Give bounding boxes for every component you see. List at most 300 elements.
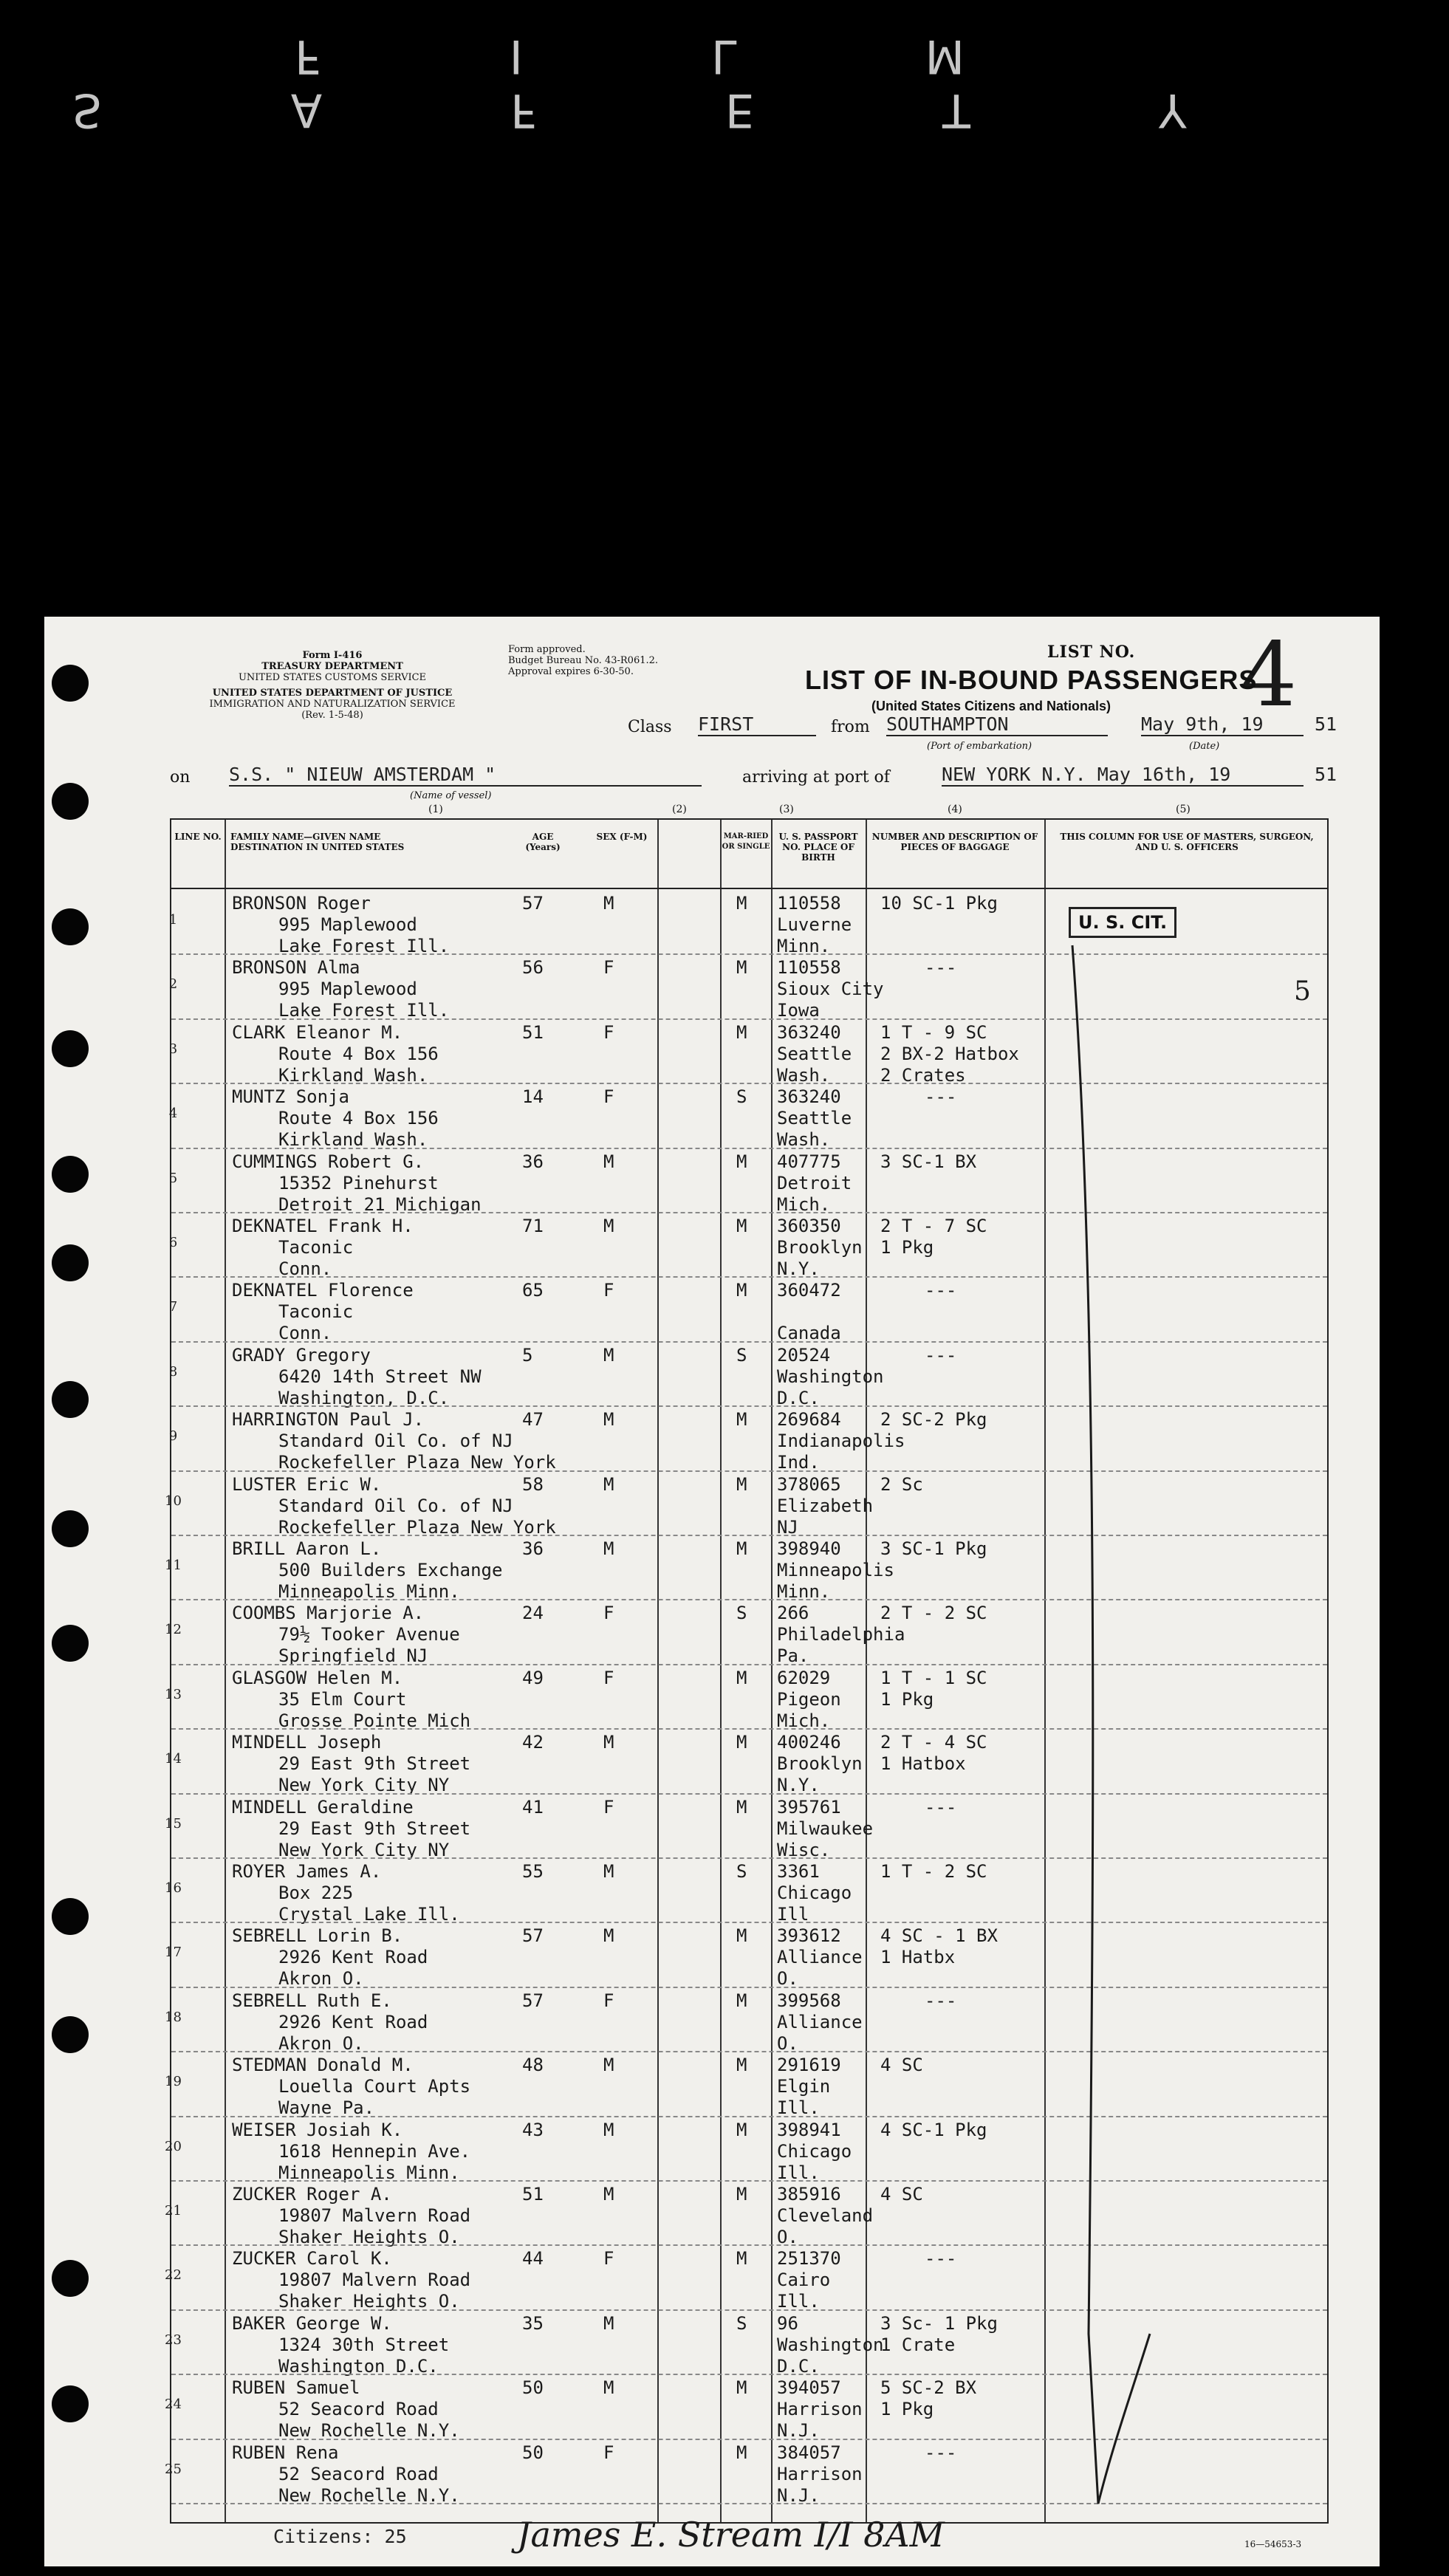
passenger-age: 36 bbox=[522, 1151, 544, 1172]
passport-number: 266 bbox=[777, 1603, 809, 1624]
line-number: 22 bbox=[165, 2267, 182, 2284]
passenger-address-line-1: 995 Maplewood bbox=[278, 979, 417, 1000]
col-head-line: LINE NO. bbox=[174, 832, 222, 842]
line-number: 11 bbox=[165, 1558, 182, 1573]
vessel-caption: (Name of vessel) bbox=[410, 790, 492, 801]
passenger-marital-status: M bbox=[736, 2248, 747, 2270]
passenger-sex: F bbox=[603, 1086, 614, 1108]
passenger-address-line-1: 2926 Kent Road bbox=[278, 2011, 428, 2032]
passenger-address-line-1: 19807 Malvern Road bbox=[278, 2270, 471, 2291]
birthplace-line-1: Washington bbox=[777, 1366, 884, 1387]
vessel-name: S.S. " NIEUW AMSTERDAM " bbox=[229, 764, 702, 787]
passenger-age: 49 bbox=[522, 1667, 544, 1688]
passenger-sex: F bbox=[603, 1796, 614, 1818]
passenger-marital-status: S bbox=[736, 2312, 747, 2334]
passenger-address-line-1: 35 Elm Court bbox=[278, 1688, 407, 1710]
birthplace-line-2: NJ bbox=[777, 1516, 798, 1538]
passenger-address-line-2: New Rochelle N.Y. bbox=[278, 2484, 460, 2506]
birthplace-line-2: N.Y. bbox=[777, 1775, 820, 1796]
passenger-age: 58 bbox=[522, 1473, 544, 1495]
passenger-address-line-1: 6420 14th Street NW bbox=[278, 1366, 482, 1387]
passenger-name: COOMBS Marjorie A. bbox=[232, 1603, 425, 1624]
passenger-address-line-1: Taconic bbox=[278, 1301, 354, 1323]
passenger-address-line-1: 52 Seacord Road bbox=[278, 2463, 439, 2484]
birthplace-line-2: N.Y. bbox=[777, 1258, 820, 1279]
line-number: 5 bbox=[168, 1170, 178, 1186]
birthplace-line-2: D.C. bbox=[777, 2355, 820, 2377]
passenger-age: 43 bbox=[522, 2119, 544, 2140]
passenger-name: MUNTZ Sonja bbox=[232, 1086, 349, 1108]
baggage-line-2: 1 Crate bbox=[880, 2334, 956, 2355]
list-no-value: 4 bbox=[1241, 624, 1298, 727]
passenger-address-line-2: Kirkland Wash. bbox=[278, 1064, 428, 1086]
passenger-name: RUBEN Samuel bbox=[232, 2377, 360, 2399]
passenger-address-line-1: 1618 Hennepin Ave. bbox=[278, 2140, 471, 2162]
passenger-address-line-2: Minneapolis Minn. bbox=[278, 2162, 460, 2183]
passport-number: 291619 bbox=[777, 2055, 841, 2076]
passport-number: 110558 bbox=[777, 893, 841, 914]
line-number: 25 bbox=[165, 2461, 182, 2477]
passenger-age: 57 bbox=[522, 893, 544, 914]
passenger-address-line-1: 15352 Pinehurst bbox=[278, 1172, 439, 1193]
birthplace-line-1: Indianapolis bbox=[777, 1431, 905, 1452]
baggage-line-1: 3 Sc- 1 Pkg bbox=[880, 2312, 998, 2334]
passenger-address-line-2: New York City NY bbox=[278, 1775, 450, 1796]
birthplace-line-2: O. bbox=[777, 1968, 798, 1990]
birthplace-line-1: Seattle bbox=[777, 1108, 852, 1129]
line-number: 21 bbox=[165, 2203, 182, 2219]
from-value: SOUTHAMPTON bbox=[886, 713, 1108, 736]
passenger-marital-status: M bbox=[736, 2184, 747, 2205]
passport-number: 394057 bbox=[777, 2377, 841, 2399]
baggage-line-1: 2 T - 7 SC bbox=[880, 1216, 987, 1236]
passenger-age: 48 bbox=[522, 2055, 544, 2076]
passenger-marital-status: M bbox=[736, 1409, 747, 1431]
col-head-sex: SEX (F-M) bbox=[596, 832, 648, 842]
passenger-sex: F bbox=[603, 1603, 614, 1624]
birthplace-line-1: Milwaukee bbox=[777, 1818, 874, 1839]
passenger-marital-status: M bbox=[736, 1151, 747, 1172]
baggage-line-1: 10 SC-1 Pkg bbox=[880, 893, 998, 914]
passenger-name: MINDELL Geraldine bbox=[232, 1796, 414, 1818]
passenger-address-line-2: Kirkland Wash. bbox=[278, 1129, 428, 1151]
passport-number: 20524 bbox=[777, 1344, 831, 1366]
passenger-sex: M bbox=[603, 1151, 614, 1172]
class-value: FIRST bbox=[698, 713, 816, 736]
class-label: Class bbox=[628, 718, 672, 736]
baggage-line-1: --- bbox=[925, 1344, 957, 1366]
passenger-name: BRONSON Roger bbox=[232, 893, 371, 914]
passenger-marital-status: M bbox=[736, 2442, 747, 2463]
passenger-name: DEKNATEL Florence bbox=[232, 1280, 414, 1301]
line-number: 2 bbox=[168, 976, 178, 993]
passenger-marital-status: M bbox=[736, 1473, 747, 1495]
line-number: 3 bbox=[168, 1041, 178, 1057]
passenger-address-line-2: Akron O. bbox=[278, 2032, 364, 2054]
col-number: (3) bbox=[779, 804, 794, 815]
passenger-name: CUMMINGS Robert G. bbox=[232, 1151, 425, 1172]
passenger-age: 57 bbox=[522, 1925, 544, 1947]
passport-number: 363240 bbox=[777, 1086, 841, 1108]
passenger-address-line-2: Wayne Pa. bbox=[278, 2097, 375, 2119]
binder-hole bbox=[52, 2016, 89, 2053]
birthplace-line-2: Ill. bbox=[777, 2097, 820, 2119]
col-number: (4) bbox=[948, 804, 962, 815]
col-number: (5) bbox=[1176, 804, 1191, 815]
birthplace-line-1: Pigeon bbox=[777, 1688, 841, 1710]
birthplace-line-1: Chicago bbox=[777, 2140, 852, 2162]
line-number: 20 bbox=[165, 2138, 182, 2154]
birthplace-line-1: Brooklyn bbox=[777, 1753, 863, 1775]
passenger-sex: F bbox=[603, 1667, 614, 1688]
passenger-marital-status: S bbox=[736, 1086, 747, 1108]
print-code: 16—54653-3 bbox=[1244, 2539, 1302, 2549]
port-caption: (Port of embarkation) bbox=[927, 741, 1032, 752]
passenger-sex: F bbox=[603, 1021, 614, 1043]
passenger-name: BRILL Aaron L. bbox=[232, 1538, 382, 1559]
passenger-address-line-1: 995 Maplewood bbox=[278, 914, 417, 935]
binder-hole bbox=[52, 2385, 89, 2422]
birthplace-line-1: Luverne bbox=[777, 914, 852, 935]
birthplace-line-2: Wash. bbox=[777, 1064, 831, 1086]
birthplace-line-2: Ill bbox=[777, 1904, 809, 1925]
binder-hole bbox=[52, 1381, 89, 1418]
passenger-sex: F bbox=[603, 2248, 614, 2270]
form-agency-block bbox=[166, 650, 499, 721]
header-rule bbox=[171, 888, 1327, 889]
officer-note: 5 bbox=[1294, 976, 1311, 1007]
line-number: 4 bbox=[168, 1106, 178, 1122]
baggage-line-1: 1 T - 2 SC bbox=[880, 1861, 987, 1882]
passport-number: 360350 bbox=[777, 1216, 841, 1236]
rev-label: (Rev. 1-5-48) bbox=[301, 710, 363, 721]
baggage-line-3: 2 Crates bbox=[880, 1064, 966, 1086]
passenger-name: GLASGOW Helen M. bbox=[232, 1667, 403, 1688]
line-number: 18 bbox=[165, 2009, 182, 2025]
passenger-age: 57 bbox=[522, 1990, 544, 2011]
birthplace-line-2: Minn. bbox=[777, 936, 831, 956]
line-number: 19 bbox=[165, 2074, 182, 2090]
passenger-marital-status: S bbox=[736, 1861, 747, 1882]
passenger-age: 56 bbox=[522, 957, 544, 979]
treasury-label: TREASURY DEPARTMENT bbox=[261, 661, 403, 672]
passenger-marital-status: M bbox=[736, 1021, 747, 1043]
passport-number: 110558 bbox=[777, 957, 841, 979]
passenger-name: WEISER Josiah K. bbox=[232, 2119, 403, 2140]
passenger-sex: M bbox=[603, 1925, 614, 1947]
passenger-sex: M bbox=[603, 1344, 614, 1366]
arriving-label: arriving at port of bbox=[742, 768, 890, 787]
line-number: 23 bbox=[165, 2332, 182, 2348]
passenger-sex: F bbox=[603, 1990, 614, 2011]
passport-number: 399568 bbox=[777, 1990, 841, 2011]
col-number: (2) bbox=[672, 804, 687, 815]
passenger-name: DEKNATEL Frank H. bbox=[232, 1216, 414, 1236]
birthplace-line-1: Harrison bbox=[777, 2463, 863, 2484]
line-number: 7 bbox=[168, 1299, 178, 1315]
baggage-line-2: 1 Pkg bbox=[880, 2399, 934, 2420]
passenger-age: 14 bbox=[522, 1086, 544, 1108]
passenger-marital-status: S bbox=[736, 1603, 747, 1624]
passenger-marital-status: M bbox=[736, 2377, 747, 2399]
col-head-officers: THIS COLUMN FOR USE OF MASTERS, SURGEON, AND U. S. OFFICERS bbox=[1060, 832, 1314, 852]
baggage-line-1: --- bbox=[925, 1796, 957, 1818]
baggage-line-1: 5 SC-2 BX bbox=[880, 2377, 977, 2399]
binder-hole bbox=[52, 1156, 89, 1193]
passenger-marital-status: S bbox=[736, 1344, 747, 1366]
passenger-sex: F bbox=[603, 957, 614, 979]
birthplace-line-1: Minneapolis bbox=[777, 1560, 894, 1580]
baggage-line-1: 4 SC bbox=[880, 2184, 923, 2205]
passenger-name: MINDELL Joseph bbox=[232, 1732, 382, 1753]
passenger-address-line-2: Minneapolis Minn. bbox=[278, 1581, 460, 1602]
baggage-line-1: --- bbox=[925, 2442, 957, 2463]
birthplace-line-2: Wisc. bbox=[777, 1839, 831, 1860]
birthplace-line-2: Ill. bbox=[777, 2162, 820, 2183]
baggage-line-2: 1 Pkg bbox=[880, 1688, 934, 1710]
binder-hole bbox=[52, 1244, 89, 1281]
baggage-line-1: 2 T - 2 SC bbox=[880, 1603, 987, 1624]
birthplace-line-2: Wash. bbox=[777, 1129, 831, 1151]
birthplace-line-1: Washington bbox=[777, 2334, 884, 2355]
baggage-line-2: 1 Pkg bbox=[880, 1237, 934, 1258]
passenger-sex: M bbox=[603, 2184, 614, 2205]
passport-number: 251370 bbox=[777, 2248, 841, 2270]
passenger-age: 50 bbox=[522, 2442, 544, 2463]
passenger-name: BAKER George W. bbox=[232, 2312, 392, 2334]
binder-hole bbox=[52, 665, 89, 702]
passport-number: 360472 bbox=[777, 1280, 841, 1301]
passenger-age: 51 bbox=[522, 2184, 544, 2205]
passenger-age: 65 bbox=[522, 1280, 544, 1301]
baggage-line-1: --- bbox=[925, 1990, 957, 2011]
passenger-address-line-1: Standard Oil Co. of NJ bbox=[278, 1431, 513, 1452]
passenger-address-line-1: Taconic bbox=[278, 1237, 354, 1258]
passenger-address-line-2: Grosse Pointe Mich bbox=[278, 1710, 471, 1731]
passenger-age: 50 bbox=[522, 2377, 544, 2399]
arrival-port: NEW YORK N.Y. May 16th, 19 bbox=[942, 764, 1304, 787]
from-label: from bbox=[831, 718, 870, 736]
baggage-line-2: 1 Hatbx bbox=[880, 1947, 956, 1968]
passport-number: 269684 bbox=[777, 1409, 841, 1431]
passenger-sex: M bbox=[603, 2377, 614, 2399]
passenger-age: 51 bbox=[522, 1021, 544, 1043]
passenger-address-line-1: 29 East 9th Street bbox=[278, 1753, 471, 1775]
birthplace-line-2: Iowa bbox=[777, 1000, 820, 1021]
budget-label: Budget Bureau No. 43-R061.2. bbox=[508, 655, 659, 666]
passenger-name: LUSTER Eric W. bbox=[232, 1473, 382, 1495]
passenger-age: 44 bbox=[522, 2248, 544, 2270]
passenger-address-line-1: Louella Court Apts bbox=[278, 2076, 471, 2097]
passenger-address-line-1: 79½ Tooker Avenue bbox=[278, 1624, 460, 1645]
passenger-name: RUBEN Rena bbox=[232, 2442, 339, 2463]
passenger-address-line-2: Conn. bbox=[278, 1323, 332, 1344]
on-label: on bbox=[170, 768, 191, 787]
passenger-address-line-2: Akron O. bbox=[278, 1968, 364, 1990]
form-number: Form I-416 bbox=[302, 650, 363, 661]
passenger-address-line-2: Detroit 21 Michigan bbox=[278, 1193, 482, 1215]
passenger-address-line-1: 52 Seacord Road bbox=[278, 2399, 439, 2420]
birthplace-line-1: Elizabeth bbox=[777, 1495, 874, 1516]
baggage-line-2: 1 Hatbox bbox=[880, 1753, 966, 1775]
passenger-marital-status: M bbox=[736, 1667, 747, 1688]
passport-number: 3361 bbox=[777, 1861, 820, 1882]
justice-label: UNITED STATES DEPARTMENT OF JUSTICE bbox=[212, 688, 453, 699]
baggage-line-1: --- bbox=[925, 1280, 957, 1301]
baggage-line-1: 4 SC bbox=[880, 2055, 923, 2076]
birthplace-line-2: Mich. bbox=[777, 1710, 831, 1731]
passenger-name: CLARK Eleanor M. bbox=[232, 1021, 403, 1043]
passport-number: 378065 bbox=[777, 1473, 841, 1495]
passenger-age: 35 bbox=[522, 2312, 544, 2334]
binder-hole bbox=[52, 908, 89, 945]
birthplace-line-1: Chicago bbox=[777, 1883, 852, 1903]
passenger-marital-status: M bbox=[736, 1538, 747, 1559]
birthplace-line-1: Cleveland bbox=[777, 2205, 874, 2226]
line-number: 1 bbox=[168, 912, 178, 928]
film-banner bbox=[15, 30, 1433, 137]
passenger-sex: M bbox=[603, 1409, 614, 1431]
baggage-line-1: 3 SC-1 BX bbox=[880, 1151, 977, 1172]
date-year: 51 bbox=[1315, 713, 1337, 735]
passenger-age: 5 bbox=[522, 1344, 533, 1366]
passport-number: 400246 bbox=[777, 1732, 841, 1753]
passenger-address-line-2: New Rochelle N.Y. bbox=[278, 2420, 460, 2442]
birthplace-line-1: Brooklyn bbox=[777, 1237, 863, 1258]
passenger-marital-status: M bbox=[736, 1732, 747, 1753]
passenger-marital-status: M bbox=[736, 1216, 747, 1236]
line-number: 24 bbox=[165, 2397, 182, 2413]
birthplace-line-2: Ill. bbox=[777, 2291, 820, 2312]
passenger-address-line-2: Crystal Lake Ill. bbox=[278, 1904, 460, 1925]
passenger-marital-status: M bbox=[736, 957, 747, 979]
passenger-table bbox=[165, 818, 1329, 2524]
line-number: 16 bbox=[165, 1880, 182, 1896]
binder-hole bbox=[52, 2260, 89, 2297]
baggage-line-1: 2 SC-2 Pkg bbox=[880, 1409, 987, 1431]
birthplace-line-1: Harrison bbox=[777, 2399, 863, 2420]
passenger-address-line-2: Lake Forest Ill. bbox=[278, 936, 450, 956]
form-title: LIST OF IN-BOUND PASSENGERS bbox=[805, 665, 1258, 695]
passenger-address-line-1: Route 4 Box 156 bbox=[278, 1108, 439, 1129]
passenger-name: GRADY Gregory bbox=[232, 1344, 371, 1366]
passenger-age: 36 bbox=[522, 1538, 544, 1559]
col-head-passport: U. S. PASSPORT NO. PLACE OF BIRTH bbox=[778, 832, 858, 863]
col-head-name: FAMILY NAME—GIVEN NAME DESTINATION IN UNITED STATES bbox=[230, 832, 405, 852]
baggage-line-1: 4 SC - 1 BX bbox=[880, 1925, 998, 1947]
birthplace-line-1: Elgin bbox=[777, 2076, 831, 2097]
passport-number: 385916 bbox=[777, 2184, 841, 2205]
passenger-address-line-2: New York City NY bbox=[278, 1839, 450, 1860]
passenger-marital-status: M bbox=[736, 1796, 747, 1818]
passenger-address-line-1: Standard Oil Co. of NJ bbox=[278, 1495, 513, 1516]
date-caption: (Date) bbox=[1189, 741, 1220, 752]
passport-number: 384057 bbox=[777, 2442, 841, 2463]
passenger-marital-status: M bbox=[736, 1990, 747, 2011]
baggage-line-1: 2 T - 4 SC bbox=[880, 1732, 987, 1753]
ins-label: IMMIGRATION AND NATURALIZATION SERVICE bbox=[209, 699, 456, 710]
col-head-baggage: NUMBER AND DESCRIPTION OF PIECES OF BAGGAGE bbox=[871, 832, 1038, 852]
birthplace-line-2: N.J. bbox=[777, 2484, 820, 2506]
customs-label: UNITED STATES CUSTOMS SERVICE bbox=[238, 672, 427, 683]
form-subtitle: (United States Citizens and Nationals) bbox=[871, 699, 1111, 713]
list-no-label: LIST NO. bbox=[1047, 643, 1136, 662]
birthplace-line-2: Canada bbox=[777, 1323, 841, 1344]
passenger-address-line-1: Route 4 Box 156 bbox=[278, 1043, 439, 1064]
passenger-marital-status: M bbox=[736, 2055, 747, 2076]
baggage-line-1: 1 T - 1 SC bbox=[880, 1667, 987, 1688]
passport-number: 62029 bbox=[777, 1667, 831, 1688]
passenger-sex: M bbox=[603, 1538, 614, 1559]
line-number: 12 bbox=[165, 1622, 182, 1638]
passenger-address-line-2: Washington, D.C. bbox=[278, 1387, 450, 1408]
birthplace-line-1: Philadelphia bbox=[777, 1624, 905, 1645]
binder-hole bbox=[52, 1898, 89, 1935]
line-number: 8 bbox=[168, 1363, 178, 1380]
passport-number: 407775 bbox=[777, 1151, 841, 1172]
birthplace-line-1: Alliance bbox=[777, 1947, 863, 1968]
passenger-address-line-2: Rockefeller Plaza New York bbox=[278, 1452, 556, 1473]
passenger-sex: F bbox=[603, 1280, 614, 1301]
birthplace-line-1: Detroit bbox=[777, 1172, 852, 1193]
passenger-age: 71 bbox=[522, 1216, 544, 1236]
birthplace-line-2: Mich. bbox=[777, 1193, 831, 1215]
binder-hole bbox=[52, 1510, 89, 1547]
birthplace-line-1: Sioux City bbox=[777, 979, 884, 1000]
birthplace-line-1: Alliance bbox=[777, 2011, 863, 2032]
officer-signature: James E. Stream I/I 8AM bbox=[517, 2515, 945, 2555]
col-head-age: AGE (Years) bbox=[525, 832, 561, 852]
line-number: 17 bbox=[165, 1945, 182, 1961]
baggage-line-1: 1 T - 9 SC bbox=[880, 1021, 987, 1043]
passenger-name: ROYER James A. bbox=[232, 1861, 382, 1882]
passenger-address-line-2: Conn. bbox=[278, 1258, 332, 1279]
passport-number: 393612 bbox=[777, 1925, 841, 1947]
col-head-married: MAR-RIED OR SINGLE bbox=[722, 832, 770, 851]
passenger-sex: M bbox=[603, 2055, 614, 2076]
passenger-address-line-1: 2926 Kent Road bbox=[278, 1947, 428, 1968]
passenger-sex: M bbox=[603, 1216, 614, 1236]
passenger-address-line-1: Box 225 bbox=[278, 1883, 354, 1903]
birthplace-line-2: D.C. bbox=[777, 1387, 820, 1408]
officer-check-mark bbox=[1043, 931, 1323, 2518]
arrival-year: 51 bbox=[1315, 764, 1337, 785]
passport-number: 395761 bbox=[777, 1796, 841, 1818]
passenger-sex: M bbox=[603, 893, 614, 914]
birthplace-line-1: Seattle bbox=[777, 1043, 852, 1064]
citizens-count: Citizens: 25 bbox=[273, 2526, 407, 2547]
passenger-name: STEDMAN Donald M. bbox=[232, 2055, 414, 2076]
passenger-name: ZUCKER Roger A. bbox=[232, 2184, 392, 2205]
passenger-sex: M bbox=[603, 1732, 614, 1753]
line-number: 9 bbox=[168, 1428, 178, 1445]
date-value: May 9th, 19 bbox=[1141, 713, 1304, 736]
passenger-age: 55 bbox=[522, 1861, 544, 1882]
passenger-marital-status: M bbox=[736, 1925, 747, 1947]
baggage-line-1: --- bbox=[925, 2248, 957, 2270]
passport-number: 96 bbox=[777, 2312, 798, 2334]
us-citizen-stamp: U. S. CIT. bbox=[1069, 907, 1176, 938]
passenger-marital-status: M bbox=[736, 2119, 747, 2140]
binder-hole bbox=[52, 1030, 89, 1067]
passenger-address-line-2: Shaker Heights O. bbox=[278, 2227, 460, 2247]
baggage-line-1: --- bbox=[925, 957, 957, 979]
passenger-address-line-2: Lake Forest Ill. bbox=[278, 1000, 450, 1021]
passenger-age: 42 bbox=[522, 1732, 544, 1753]
binder-hole bbox=[52, 783, 89, 820]
passenger-name: SEBRELL Lorin B. bbox=[232, 1925, 403, 1947]
passport-number: 398941 bbox=[777, 2119, 841, 2140]
